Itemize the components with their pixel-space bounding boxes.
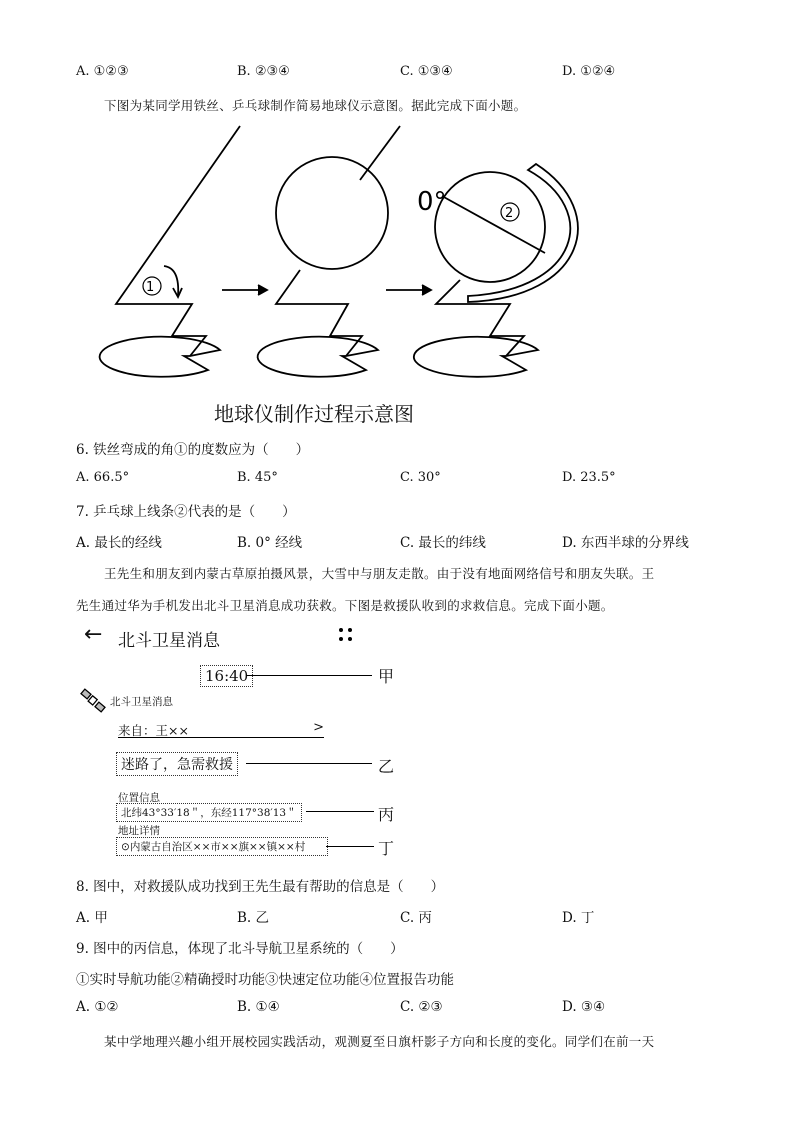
base-stage-1 <box>100 337 220 377</box>
q7-option-c: C. 最长的纬线 <box>400 535 486 551</box>
address-box <box>116 837 328 856</box>
q6-option-c: C. 30° <box>400 470 441 485</box>
globe-diagram <box>80 120 580 380</box>
q9-option-a: A. ①② <box>76 999 119 1015</box>
message-box: 迷路了，急需救援 <box>116 752 238 776</box>
q6-option-d: D. 23.5° <box>562 470 616 485</box>
address-label: 地址详情 <box>118 825 160 837</box>
intro-globe: 下图为某同学用铁丝、乒乓球制作简易地球仪示意图。据此完成下面小题。 <box>104 98 527 113</box>
base-stage-3 <box>414 337 538 377</box>
q8-option-c: C. 丙 <box>400 910 432 926</box>
satellite-icon <box>80 688 106 714</box>
wire-stage-2 <box>276 270 362 356</box>
location-box: 北纬43°33′18＂，东经117°38′13＂ <box>116 803 302 822</box>
ball-stage-3 <box>435 172 545 282</box>
time-box: 16:40 <box>200 665 253 687</box>
tag-jia: 甲 <box>378 667 395 686</box>
q7-option-a: A. 最长的经线 <box>76 535 162 551</box>
from-row[interactable] <box>118 720 324 738</box>
q6-option-a: A. 66.5° <box>76 470 130 485</box>
q8-option-b: B. 乙 <box>237 910 270 926</box>
q9-option-d: D. ③④ <box>562 999 606 1015</box>
q9-stem: 9. 图中的丙信息，体现了北斗导航卫星系统的（ ） <box>76 941 404 957</box>
q5-option-b: B. ②③④ <box>237 64 290 79</box>
q8-option-d: D. 丁 <box>562 910 595 926</box>
phone-title: 北斗卫星消息 <box>118 631 220 651</box>
ball-stage-2 <box>276 157 388 269</box>
chevron-right-icon: > <box>313 720 324 735</box>
svg-text:2: 2 <box>505 206 514 221</box>
q5-option-d: D. ①②④ <box>562 64 616 79</box>
label-angle: 1 <box>146 280 155 295</box>
q8-option-a: A. 甲 <box>76 910 108 926</box>
dots-icon[interactable] <box>338 627 354 643</box>
wire-stage-1 <box>116 126 240 356</box>
q9-option-b: B. ①④ <box>237 999 280 1015</box>
wire-stage-3 <box>436 280 524 356</box>
q6-option-b: B. 45° <box>237 470 278 485</box>
q5-option-a: A. ①②③ <box>76 64 129 79</box>
tag-bing: 丙 <box>378 805 395 824</box>
location-label: 位置信息 <box>118 792 160 804</box>
q7-option-d: D. 东西半球的分界线 <box>562 535 689 551</box>
location-pin-icon: ⊙ <box>121 841 130 853</box>
q8-stem: 8. 图中，对救援队成功找到王先生最有帮助的信息是（ ） <box>76 879 445 895</box>
line-2 <box>442 196 545 253</box>
q9-sub: ①实时导航功能②精确授时功能③快速定位功能④位置报告功能 <box>76 972 454 988</box>
q5-option-c: C. ①③④ <box>400 64 453 79</box>
angle-arrow-icon <box>164 266 178 296</box>
label-zero: 0° <box>417 187 447 217</box>
diagram-caption: 地球仪制作过程示意图 <box>214 402 414 426</box>
q7-option-b: B. 0° 经线 <box>237 535 303 551</box>
q7-stem: 7. 乒乓球上线条②代表的是（ ） <box>76 504 296 520</box>
address-text: 内蒙古自治区××市××旗××镇××村 <box>129 841 306 853</box>
base-stage-2 <box>258 337 378 377</box>
back-arrow-icon[interactable]: ← <box>84 622 103 647</box>
tag-yi: 乙 <box>378 757 395 776</box>
q6-stem: 6. 铁丝弯成的角①的度数应为（ ） <box>76 442 310 458</box>
q9-option-c: C. ②③ <box>400 999 443 1015</box>
from-text: 来自：王×× <box>118 723 189 738</box>
phone-subtitle: 北斗卫星消息 <box>110 696 173 708</box>
intro-beidou-line1: 王先生和朋友到内蒙古草原拍摄风景，大雪中与朋友走散。由于没有地面网络信号和朋友失联。王 <box>104 566 655 581</box>
intro-next: 某中学地理兴趣小组开展校园实践活动，观测夏至日旗杆影子方向和长度的变化。同学们在前一天 <box>104 1034 655 1049</box>
intro-beidou-line2: 先生通过华为手机发出北斗卫星消息成功获救。下图是救援队收到的求救信息。完成下面小题。 <box>76 598 614 613</box>
tag-ding: 丁 <box>378 839 395 858</box>
